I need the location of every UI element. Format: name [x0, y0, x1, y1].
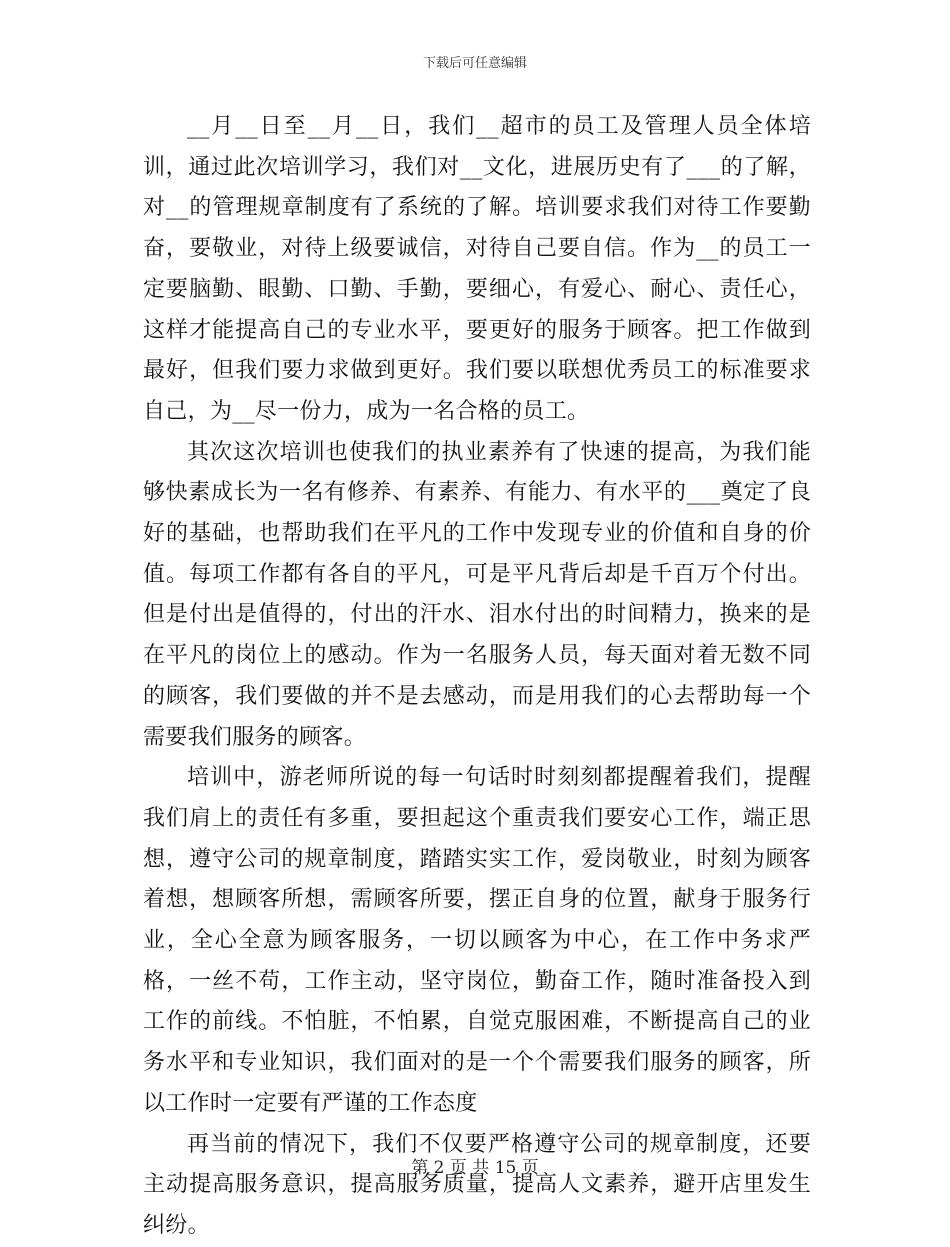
document-body: [143, 107, 811, 1247]
page-number-footer: 第 2 页 共 15 页: [411, 1158, 539, 1178]
paragraph-2: 其次这次培训也使我们的执业素养有了快速的提高，为我们能够快素成长为一名有修养、有素养、有能力、有水平的___奠定了良好的基础，也帮助我们在平凡的工作中发现专业的价值和自身的价值。每项工作都有各自的平凡，可是平凡背后却是千百万个付出。但是付出是值得的，付出的汗水、泪水付出的时间精力，换来的是在平凡的岗位上的感动。作为一名服务人员，每天面对着无数不同的顾客，我们要做的并不是去感动，而是用我们的心去帮助每一个需要我们服务的顾客。: [143, 439, 811, 750]
paragraph-3: 培训中，游老师所说的每一句话时时刻刻都提醒着我们，提醒我们肩上的责任有多重，要担起这个重责我们要安心工作，端正思想，遵守公司的规章制度，踏踏实实工作，爱岗敬业，时刻为顾客着想，想顾客所想，需顾客所要，摆正自身的位置，献身于服务行业，全心全意为顾客服务，一切以顾客为中心，在工作中务求严格，一丝不苟，工作主动，坚守岗位，勤奋工作，随时准备投入到工作的前线。不怕脏，不怕累，自觉克服困难，不断提高自己的业务水平和专业知识，我们面对的是一个个需要我们服务的顾客，所以工作时一定要有严谨的工作态度: [143, 765, 811, 1116]
paragraph-1: __月__日至__月__日，我们__超市的员工及管理人员全体培训，通过此次培训学习，我们对__文化，进展历史有了___的了解，对__的管理规章制度有了系统的了解。培训要求我们对待工作要勤奋，要敬业，对待上级要诚信，对待自己要自信。作为__的员工一定要脑勤、眼勤、口勤、手勤，要细心，有爱心、耐心、责任心，这样才能提高自己的专业水平，要更好的服务于顾客。把工作做到最好，但我们要力求做到更好。我们要以联想优秀员工的标准要求自己，为__尽一份力，成为一名合格的员工。: [143, 114, 811, 424]
page-header-note: 下载后可任意编辑: [422, 56, 527, 71]
paragraph-4: 再当前的情况下，我们不仅要严格遵守公司的规章制度，还要主动提高服务意识，提高服务质量，提高人文素养，避开店里发生纠纷。: [143, 1131, 811, 1238]
